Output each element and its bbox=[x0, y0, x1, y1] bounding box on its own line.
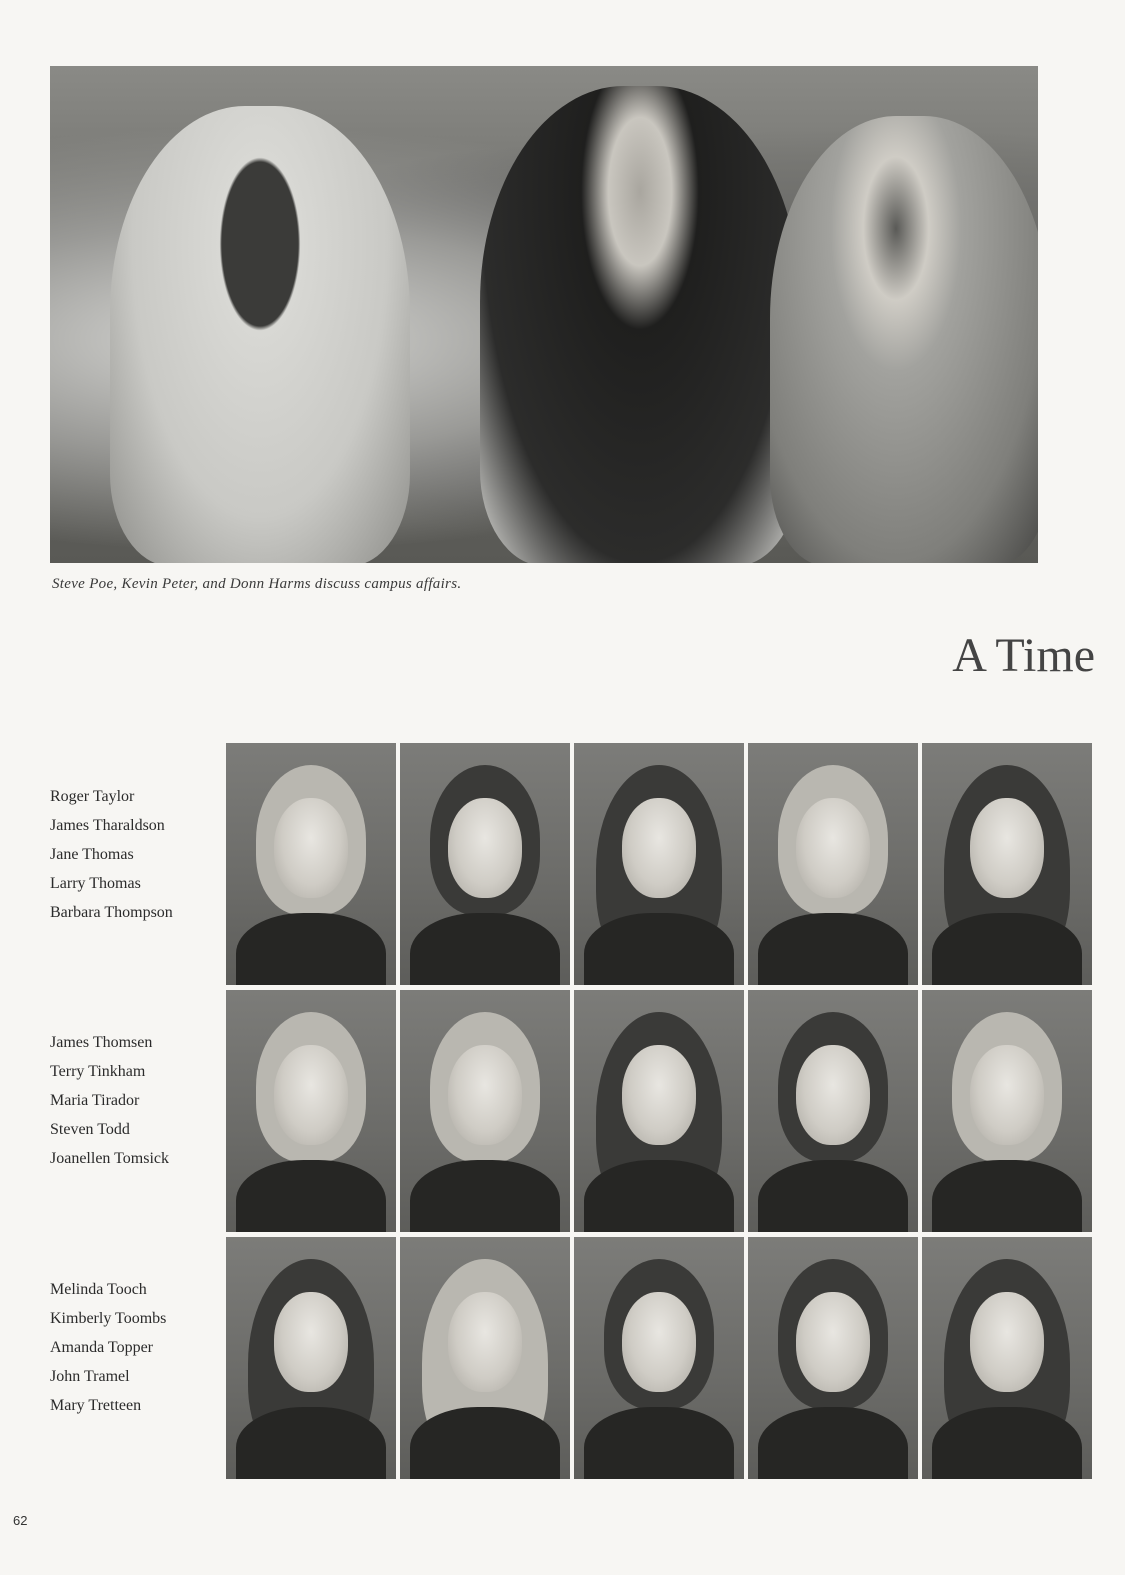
student-name: Joanellen Tomsick bbox=[50, 1150, 170, 1167]
portrait bbox=[922, 743, 1092, 985]
portrait bbox=[574, 1237, 744, 1479]
name-list-row-2 bbox=[50, 1028, 169, 1173]
student-name: John Tramel bbox=[50, 1368, 130, 1385]
student-left-figure bbox=[110, 106, 410, 563]
photo-caption: Steve Poe, Kevin Peter, and Donn Harms discuss campus affairs. bbox=[52, 576, 462, 592]
student-name: James Tharaldson bbox=[50, 817, 165, 834]
portrait bbox=[748, 743, 918, 985]
student-name: Barbara Thompson bbox=[50, 904, 173, 921]
portrait bbox=[226, 743, 396, 985]
name-list-row-1 bbox=[50, 782, 173, 927]
student-name: Kimberly Toombs bbox=[50, 1310, 167, 1327]
portrait bbox=[748, 990, 918, 1232]
student-name: Amanda Topper bbox=[50, 1339, 153, 1356]
student-name: Melinda Tooch bbox=[50, 1281, 147, 1298]
student-name: Roger Taylor bbox=[50, 788, 135, 805]
group-photo bbox=[50, 66, 1038, 563]
name-list-row-3 bbox=[50, 1275, 166, 1420]
portrait bbox=[400, 1237, 570, 1479]
page-heading: A Time bbox=[952, 629, 1095, 682]
student-name: James Thomsen bbox=[50, 1034, 153, 1051]
student-name: Mary Tretteen bbox=[50, 1397, 142, 1414]
portrait bbox=[400, 743, 570, 985]
portrait bbox=[748, 1237, 918, 1479]
portrait bbox=[226, 1237, 396, 1479]
portrait-grid bbox=[226, 743, 1091, 1479]
portrait bbox=[922, 1237, 1092, 1479]
portrait bbox=[922, 990, 1092, 1232]
student-name: Steven Todd bbox=[50, 1121, 130, 1138]
student-name: Larry Thomas bbox=[50, 875, 141, 892]
student-name: Maria Tirador bbox=[50, 1092, 140, 1109]
student-name: Terry Tinkham bbox=[50, 1063, 146, 1080]
student-name: Jane Thomas bbox=[50, 846, 134, 863]
portrait bbox=[400, 990, 570, 1232]
student-right-figure bbox=[770, 116, 1038, 563]
portrait bbox=[574, 743, 744, 985]
portrait bbox=[226, 990, 396, 1232]
student-center-figure bbox=[480, 86, 800, 563]
page-number: 62 bbox=[13, 1513, 28, 1528]
portrait bbox=[574, 990, 744, 1232]
